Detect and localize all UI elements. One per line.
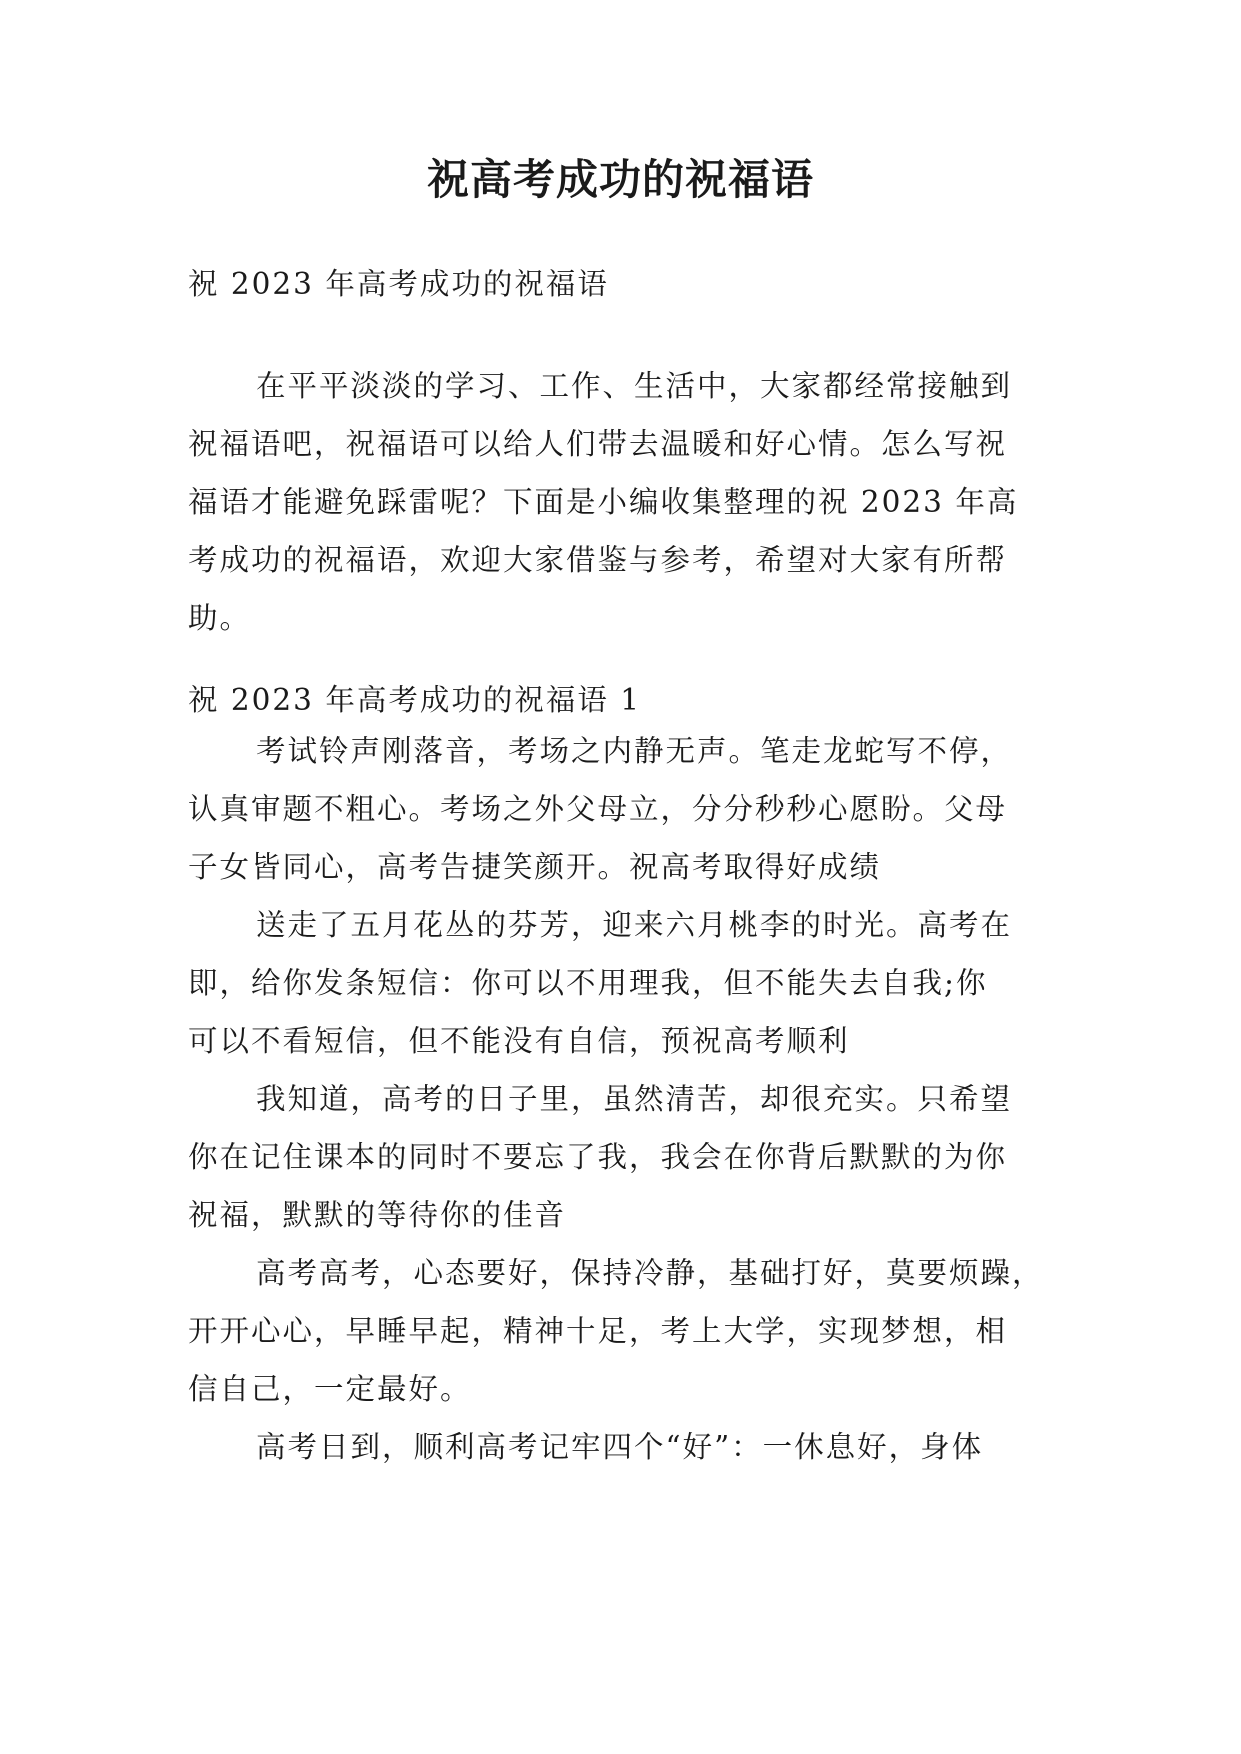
paragraph-line: 认真审题不粗心。考场之外父母立，分分秒秒心愿盼。父母 bbox=[188, 792, 1008, 826]
paragraph-line: 我知道，高考的日子里，虽然清苦，却很充实。只希望 bbox=[256, 1082, 1013, 1116]
paragraph-line: 送走了五月花丛的芬芳，迎来六月桃李的时光。高考在 bbox=[256, 908, 1013, 942]
paragraph-line: 祝福，默默的等待你的佳音 bbox=[188, 1198, 567, 1232]
paragraph-line: 高考高考，心态要好，保持冷静，基础打好，莫要烦躁， bbox=[256, 1256, 1044, 1290]
intro-line: 助。 bbox=[188, 601, 252, 635]
section-heading: 祝 2023 年高考成功的祝福语 1 bbox=[188, 683, 641, 717]
document-subtitle: 祝 2023 年高考成功的祝福语 bbox=[188, 267, 609, 301]
intro-line: 在平平淡淡的学习、工作、生活中，大家都经常接触到 bbox=[256, 369, 1013, 403]
paragraph-line: 即，给你发条短信：你可以不用理我，但不能失去自我;你 bbox=[188, 966, 988, 1000]
intro-line: 福语才能避免踩雷呢？下面是小编收集整理的祝 2023 年高 bbox=[188, 485, 1019, 519]
paragraph-line: 开开心心，早睡早起，精神十足，考上大学，实现梦想，相 bbox=[188, 1314, 1008, 1348]
intro-line: 考成功的祝福语，欢迎大家借鉴与参考，希望对大家有所帮 bbox=[188, 543, 1008, 577]
paragraph-line: 考试铃声刚落音，考场之内静无声。笔走龙蛇写不停， bbox=[256, 734, 1013, 768]
paragraph-line: 子女皆同心，高考告捷笑颜开。祝高考取得好成绩 bbox=[188, 850, 882, 884]
paragraph-line: 信自己，一定最好。 bbox=[188, 1372, 472, 1406]
blessing-list bbox=[188, 722, 1063, 1476]
paragraph-line: 高考日到，顺利高考记牢四个“好”：一休息好，身体 bbox=[256, 1430, 984, 1464]
intro-line: 祝福语吧，祝福语可以给人们带去温暖和好心情。怎么写祝 bbox=[188, 427, 1008, 461]
document-title: 祝高考成功的祝福语 bbox=[426, 155, 814, 204]
intro-paragraph bbox=[188, 357, 1063, 647]
paragraph-line: 可以不看短信，但不能没有自信，预祝高考顺利 bbox=[188, 1024, 850, 1058]
paragraph-line: 你在记住课本的同时不要忘了我，我会在你背后默默的为你 bbox=[188, 1140, 1008, 1174]
